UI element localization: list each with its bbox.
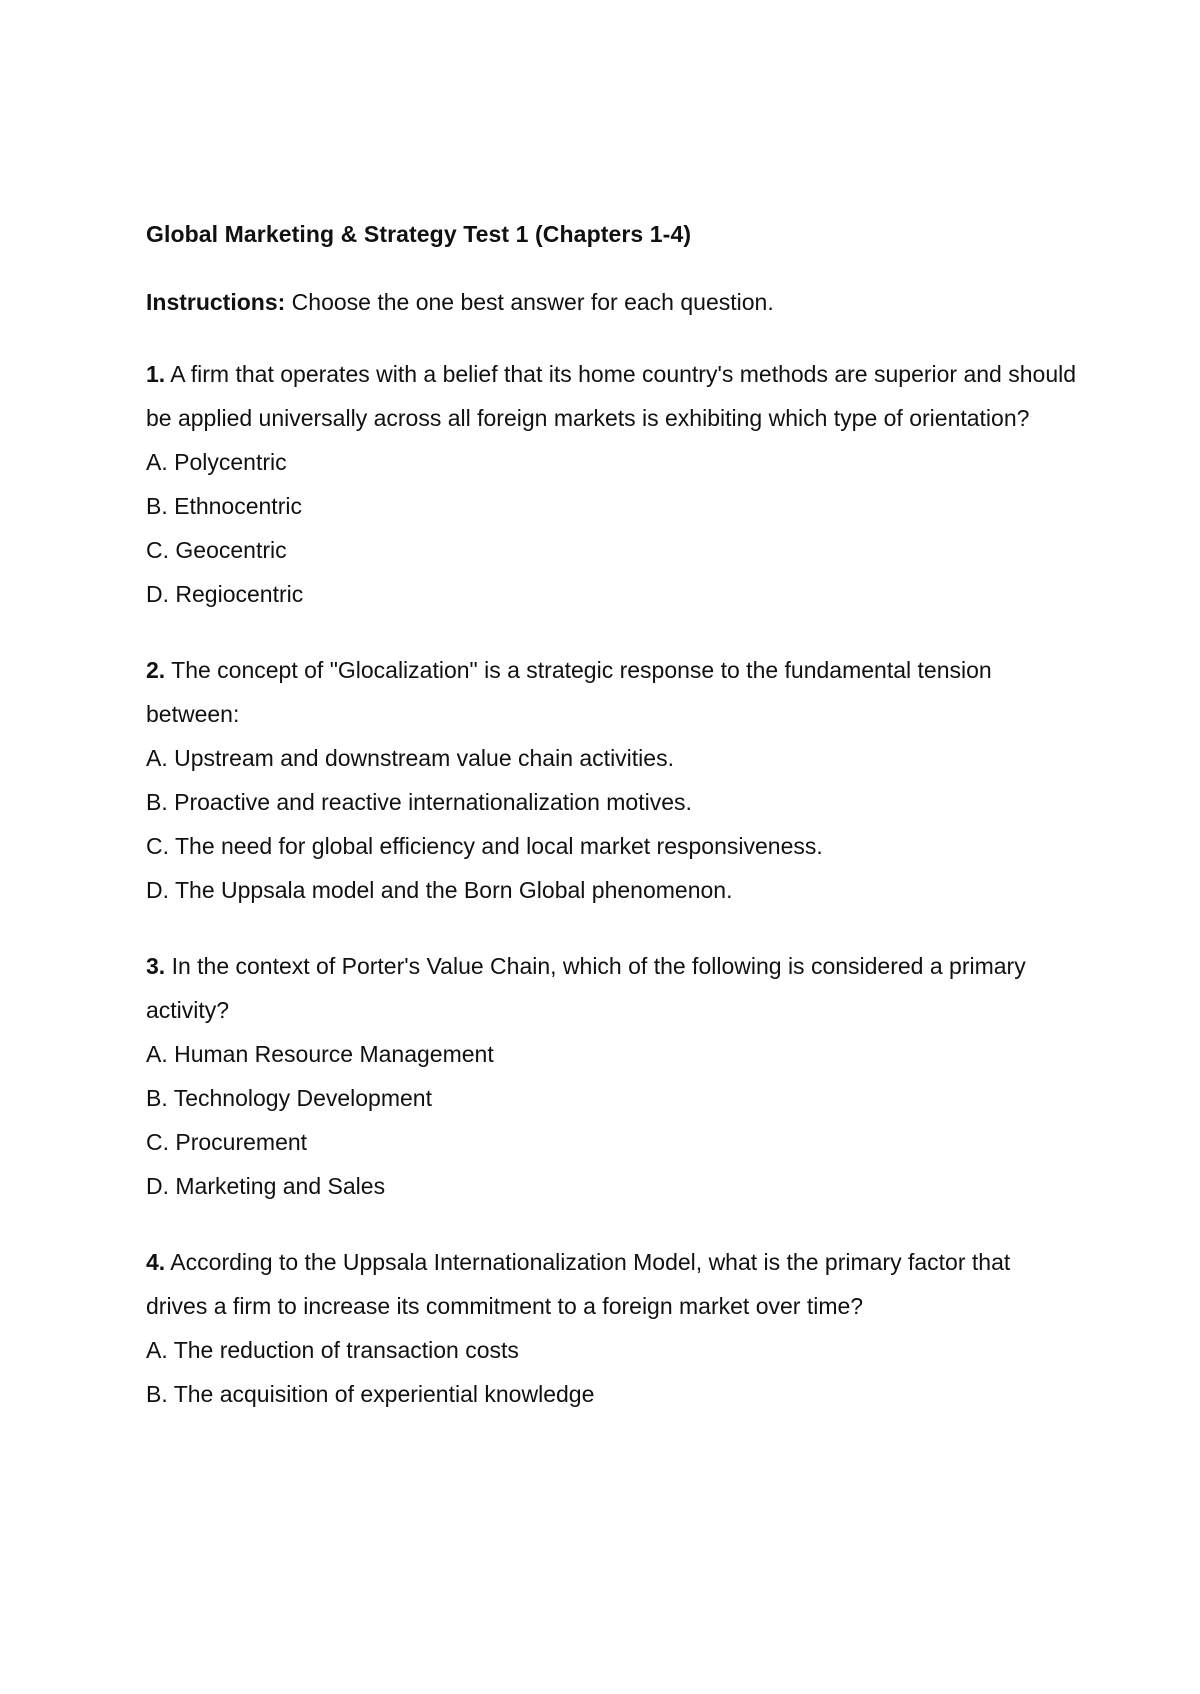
answer-options xyxy=(146,1032,1076,1208)
answer-option: C. The need for global efficiency and local market responsiveness. xyxy=(146,833,823,859)
answer-option: B. Proactive and reactive internationalization motives. xyxy=(146,789,692,815)
question-1 xyxy=(146,352,1076,616)
instructions-text: Choose the one best answer for each question. xyxy=(285,289,774,315)
answer-options xyxy=(146,1328,1076,1416)
document-page xyxy=(146,216,1076,1416)
question-stem xyxy=(146,944,1076,1032)
question-text: The concept of "Glocalization" is a strategic response to the fundamental tension between: xyxy=(146,657,992,727)
question-text: A firm that operates with a belief that its home country's methods are superior and should be applied universally across all foreign markets is exhibiting which type of orientation? xyxy=(146,361,1077,431)
instructions xyxy=(146,284,1076,320)
question-number: 4. xyxy=(146,1249,166,1275)
question-text: According to the Uppsala Internationalization Model, what is the primary factor that drives a firm to increase its commitment to a foreign market over time? xyxy=(146,1249,1011,1319)
answer-options xyxy=(146,440,1076,616)
answer-option: A. Human Resource Management xyxy=(146,1041,494,1067)
question-stem xyxy=(146,352,1076,440)
answer-option: C. Geocentric xyxy=(146,537,287,563)
question-3 xyxy=(146,944,1076,1208)
answer-option: C. Procurement xyxy=(146,1129,308,1155)
answer-option: B. Technology Development xyxy=(146,1085,432,1111)
answer-option: D. Marketing and Sales xyxy=(146,1173,386,1199)
answer-option: A. Upstream and downstream value chain activities. xyxy=(146,745,674,771)
instructions-label: Instructions: xyxy=(146,289,286,315)
question-stem xyxy=(146,648,1076,736)
document-title: Global Marketing & Strategy Test 1 (Chapters 1-4) xyxy=(146,221,692,247)
question-number: 1. xyxy=(146,361,166,387)
question-2 xyxy=(146,648,1076,912)
question-4 xyxy=(146,1240,1076,1416)
answer-option: B. The acquisition of experiential knowledge xyxy=(146,1381,595,1407)
answer-options xyxy=(146,736,1076,912)
question-stem xyxy=(146,1240,1076,1328)
answer-option: A. Polycentric xyxy=(146,449,287,475)
question-number: 3. xyxy=(146,953,166,979)
question-number: 2. xyxy=(146,657,166,683)
answer-option: D. Regiocentric xyxy=(146,581,304,607)
answer-option: B. Ethnocentric xyxy=(146,493,302,519)
question-text: In the context of Porter's Value Chain, which of the following is considered a primary activity? xyxy=(146,953,1026,1023)
answer-option: D. The Uppsala model and the Born Global phenomenon. xyxy=(146,877,733,903)
answer-option: A. The reduction of transaction costs xyxy=(146,1337,519,1363)
